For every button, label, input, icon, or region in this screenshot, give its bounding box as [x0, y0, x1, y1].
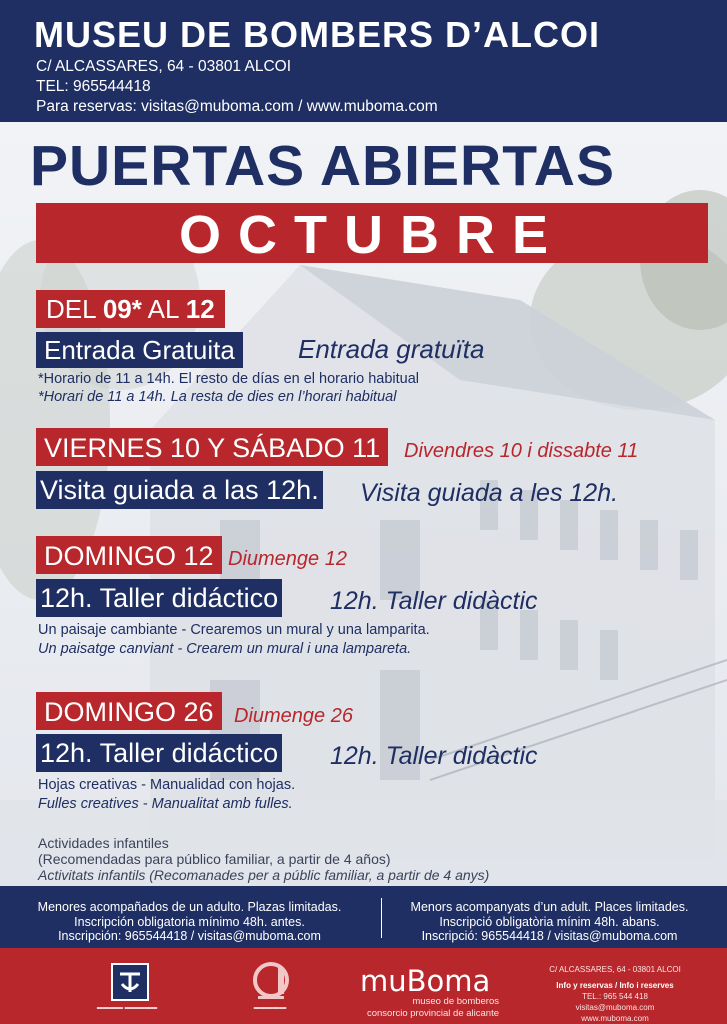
museum-reservations: Para reservas: visitas@muboma.com / www.muboma.com	[36, 98, 438, 115]
event2-date-es: VIERNES 10 Y SÁBADO 11	[36, 428, 388, 466]
infantiles-va: Activitats infantils (Recomanades per a públic familiar, a partir de 4 anys)	[38, 867, 490, 883]
footer-contact	[540, 964, 690, 1024]
event4-title-es: 12h. Taller didáctico	[36, 734, 282, 772]
event3-date-va: Diumenge 12	[228, 548, 347, 570]
event1-title-es: Entrada Gratuita	[36, 332, 243, 368]
event2-title-es: Visita guiada a las 12h.	[36, 471, 323, 509]
footer-es-line2: Inscripción obligatoria mínimo 48h. antes.	[74, 914, 305, 929]
muboma-subtitle-2: consorcio provincial de alicante	[366, 1008, 499, 1019]
infantiles-es: (Recomendadas para público familiar, a partir de 4 años)	[38, 851, 391, 867]
event3-title-va: 12h. Taller didàctic	[330, 587, 538, 615]
event4-desc-va: Fulles creatives - Manualitat amb fulles.	[38, 796, 293, 812]
event3-desc-va: Un paisatge canviant - Crearem un mural i una lampareta.	[38, 641, 412, 657]
ajuntament-alcoi-logo	[110, 962, 150, 1002]
footer-conditions-es	[12, 900, 367, 944]
month-title: OCTUBRE	[179, 205, 565, 265]
museum-phone: TEL: 965544418	[36, 78, 151, 95]
event4-title-va: 12h. Taller didàctic	[330, 742, 538, 770]
event4-date-es: DOMINGO 26	[36, 692, 222, 730]
infantiles-heading: Actividades infantiles	[38, 835, 169, 851]
museum-title: MUSEU DE BOMBERS D’ALCOI	[34, 14, 601, 55]
footer-es-line1: Menores acompañados de un adulto. Plazas limitadas.	[37, 900, 342, 914]
event1-date	[36, 290, 225, 328]
event3-date-es: DOMINGO 12	[36, 536, 222, 574]
muboma-logo: muBoma	[360, 964, 491, 998]
event4-desc-es: Hojas creativas - Manualidad con hojas.	[38, 777, 296, 793]
event1-note-es: *Horario de 11 a 14h. El resto de días en el horario habitual	[38, 371, 420, 387]
footer-conditions-va	[372, 900, 727, 944]
event1-date-al: AL	[141, 294, 186, 324]
event1-date-del: DEL	[46, 294, 103, 324]
diputacion-alicante-logo	[252, 960, 290, 1002]
event3-desc-es: Un paisaje cambiante - Crearemos un mural y una lamparita.	[38, 622, 430, 638]
footer-es-line3: Inscripción: 965544418 / visitas@muboma.com	[58, 929, 321, 943]
contact-web: www.muboma.com	[581, 1014, 649, 1023]
museum-address: C/ ALCASSARES, 64 - 03801 ALCOI	[36, 58, 292, 75]
contact-phone: TEL.: 965 544 418	[582, 992, 648, 1001]
event3-title-es: 12h. Taller didáctico	[36, 579, 282, 617]
muboma-subtitle-1: museo de bomberos	[412, 996, 499, 1007]
header-banner	[0, 0, 727, 122]
footer-conditions	[0, 886, 727, 948]
event1-date-end: 12	[185, 294, 215, 324]
diputacion-logo-caption: ▬▬▬▬▬	[253, 1004, 287, 1011]
event1-date-start: 09*	[102, 294, 142, 324]
footer-va-line3: Inscripció: 965544418 / visitas@muboma.com	[421, 929, 678, 943]
event4-date-va: Diumenge 26	[234, 705, 353, 727]
footer-logos	[0, 948, 727, 1024]
event1-title-va: Entrada gratuïta	[298, 334, 485, 364]
event2-date-va: Divendres 10 i dissabte 11	[404, 440, 639, 462]
contact-address: C/ ALCASSARES, 64 - 03801 ALCOI	[549, 965, 681, 974]
headline-puertas-abiertas: PUERTAS ABIERTAS	[30, 134, 615, 198]
contact-email: visitas@muboma.com	[575, 1003, 655, 1012]
footer-va-line2: Inscripció obligatòria mínim 48h. abans.	[439, 914, 660, 929]
ajuntament-logo-caption: ▬▬▬▬ ▬▬▬▬▬	[96, 1004, 158, 1011]
contact-info-label: Info y reservas / Info i reserves	[556, 981, 674, 990]
footer-va-line1: Menors acompanyats d’un adult. Places limitades.	[410, 900, 689, 914]
event1-note-va: *Horari de 11 a 14h. La resta de dies en l’horari habitual	[38, 389, 397, 405]
event2-title-va: Visita guiada a les 12h.	[360, 479, 619, 507]
